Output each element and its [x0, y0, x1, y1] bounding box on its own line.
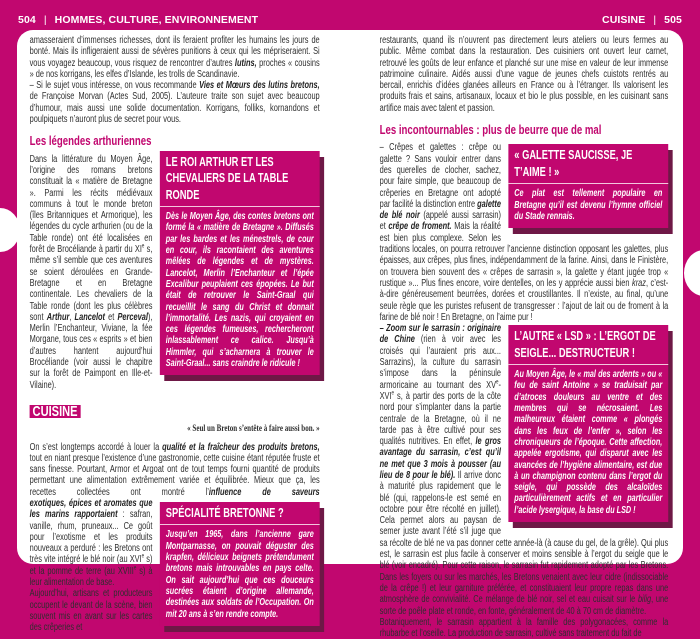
epigraph-quote: « Seul un Breton s’entête à faire aussi bon. »	[187, 424, 320, 435]
text-run: , une sorte de poêle plate et ronde, en fonte, généralement de 40 à 70 cm de diamètre.	[379, 594, 669, 617]
text-run: influence de saveurs	[208, 486, 320, 498]
text-run: : safran, vanille, rhum, pruneaux... Ce goût pour l’exotisme et les produits nouveaux a perduré : les Bretons ont très vite intégré le blé noir (au XVI	[29, 509, 153, 566]
text-run: le gros avantage du sarrasin, c’est qu’il ne met que 3 mois à pousser (au lieu de 8 pour le blé).	[379, 436, 501, 481]
paragraph	[30, 442, 320, 498]
running-title: CUISINE	[602, 14, 646, 26]
box-body: Ce plat est tellement populaire en Bretagne qu’il est devenu l’hymne officiel du Stade rennais.	[514, 188, 663, 222]
text-run: crêpe de froment.	[388, 221, 452, 233]
text-run: restaurants, quand ils n’ouvrent pas directement leurs ateliers ou leurs fermes au public. Même combat dans la restauration. Des cuisiniers ont ouvert leur carnet, retrouvé les goûts de leur enfance et planché sur une mise en valeur de leur immense patrimoine culinaire. Aidés aussi d’une vague de jeunes chefs cuistots rentrés au bercail, enrichis d’idées glanées ailleurs en France ou à l’étranger. Ils valorisent les produits frais et sains, artisanaux, locaux et bio le plus possible, en les cuisinant sans artifice mais avec talent et passion.	[379, 35, 669, 114]
chapter-label: CUISINE	[30, 405, 81, 418]
text-run: proches « cousins » de nos korrigans, les elfes d’Islande, les trolls de Scandinavie.	[29, 57, 320, 80]
text-run: On s’est longtemps accordé à louer la	[29, 441, 163, 453]
box-title: LE ROI ARTHUR ET LES CHEVALIERS DE LA TABLE RONDE	[160, 151, 320, 208]
text-run: kraz	[632, 277, 646, 289]
paragraph	[30, 35, 320, 80]
text-run: qualité et la fraîcheur des produits bretons,	[162, 441, 320, 453]
header-separator: |	[43, 14, 47, 26]
box-title: SPÉCIALITÉ BRETONNE ?	[160, 502, 320, 526]
text-run: galette de blé noir	[379, 198, 501, 222]
page-number: 504	[18, 14, 36, 26]
section-heading: Les légendes arthuriennes	[29, 133, 152, 149]
header-separator: |	[653, 14, 657, 26]
text-run: lutins,	[234, 57, 257, 69]
text-run: ,	[69, 311, 75, 323]
text-run: bilig	[637, 594, 652, 606]
text-run: ), Merlin l’Enchanteur, Viviane, la fée Morgane, tous ces « esprits » et bien d’autres hantent aujourd’hui Brocéliande (voir aussi le chapitre sur la forêt de Paimpont en Ille-et-Vilaine).	[29, 311, 153, 391]
section-heading: Les incontournables : plus de beurre que de mal	[379, 122, 602, 138]
paragraph	[380, 617, 669, 639]
text-run: Botaniquement, le sarrasin appartient à la famille des polygonacées, comme la rhubarbe et l’oseille. La production de sarrasin, cultivé sans traitement du fait de	[379, 616, 669, 639]
text-run: s, à partir des ports de la côte nord pour s’implanter dans la partie centrale de la Bretagne, où il ne tarde pas à être cultivé pour ses qualités nutritives. En effet,	[379, 390, 501, 448]
box-body: Dès le Moyen Âge, des contes bretons ont formé la « matière de Bretagne ». Diffusés par les bardes et les ménestrels, de cour en cour, ils racontaient des aventures mêlées de légendes et de mystères. Lancelot, Merlin l’Enchanteur et l’épée Excalibur peuplaient ces épopées. Le but était de retrouver le Saint-Graal qui recueillit le sang du Christ et donnait l’immortalité. Les nazis, qui croyaient en ces légendes fumeuses, rechercheront inlassablement ce calice. Jusqu’à Himmler, qui s’acharnera à trouver le Saint-Graal... sans craindre le ridicule !	[165, 211, 314, 370]
text-run: (rien à voir avec les croisés qui l’auraient pris aux... Sarrazins), la culture du sarrasin s’impose dans la péninsule armoricaine au tournant des XV	[379, 334, 501, 391]
text-run: e	[496, 379, 499, 386]
box-title: L’AUTRE « LSD » : L’ERGOT DE SEIGLE... DESTRUCTEUR !	[508, 325, 668, 365]
text-run: s) à leur alimentation de base.	[29, 565, 153, 589]
text-run: Vies et Mœurs des lutins bretons,	[199, 80, 320, 92]
text-run: Mais la réalité est bien plus complexe. Selon les traditions locales, on pourra retrouver l’ancienne distinction opposant les galettes, plus épaisses, aux crêpes, plus fines, indépendamment de la farine. Ainsi, dans le Finistère, on trouvera bien souvent des « crêpes de sarrasin », la galette y étant jugée trop « rustique »... Plus fines encore, voire dentelles, on les y apprécie aussi bien	[379, 221, 669, 289]
text-run: (appelé aussi sarrasin) et	[379, 210, 501, 233]
text-run: – Crêpes et galettes : crêpe ou galette ? Sans vouloir entrer dans des querelles de clocher, sachez, pour faire simple, que beaucoup de crêperies en Bretagne ont adopté par facilité la distinction entre	[379, 142, 501, 210]
sidebar-box-lsd	[508, 325, 668, 522]
text-run: et	[104, 311, 118, 323]
right-page-column	[380, 35, 669, 639]
text-run: Il arrive donc à maturité plus rapidement que le blé (qui, rappelons-le est semé en octobre pour être récolté en juillet). Cela permet alors au paysan de semer juste avant l’été s’il juge que sa récolte de blé ne va pas donner cette année-là (à cause du gel, de la grêle). Qui plus est, le sarrasin est plus facile à conserver et moins sensible à l’ergot du seigle que le blé (voir encadré). Pour cette raison, le sarrasin fut rapidement adopté par les Bretons. Dans les foyers ou sur les marchés, les Bretons venaient avec leur cidre (indissociable de la crêpe !) et leur garniture préférée, et constituaient leur propre repas dans une atmosphère de convivialité. Ce mélange de blé noir, sel et eau cuisait sur le	[379, 469, 669, 606]
text-run: Aujourd’hui, artisans et producteurs occupent le devant de la scène, bien souvent mis en avant sur les cartes des crêperies et	[29, 588, 153, 634]
paragraph	[30, 80, 320, 125]
text-run: e	[133, 565, 137, 572]
text-run: e	[391, 390, 395, 397]
left-page-column	[30, 35, 320, 634]
text-run: s, même s’il semble que ces aventures se soient déroulées en Grande-Bretagne et en Bretagne continentale. Les chevaliers de la Table ronde (dont les plus célèbres sont	[29, 244, 153, 323]
text-run: exotiques, épices et aromates que les marins rapportaient	[29, 497, 153, 521]
text-run: – Si le sujet vous intéresse, on vous recommande	[29, 80, 200, 92]
running-title: HOMMES, CULTURE, ENVIRONNEMENT	[54, 14, 259, 26]
text-run: amasseraient d’immenses richesses, dont ils feraient profiter les humains les jours de bonté. Mais ils infligeraient aussi de sévères punitions à ceux qui les mépriseraient. Si vous voyagez beaucoup, vous risquez de rencontrer d’autres	[29, 35, 320, 69]
text-run: s) et la pomme de terre (au XVIII	[29, 554, 153, 577]
page-number: 505	[664, 14, 682, 26]
text-run: e	[141, 243, 145, 250]
text-run: Arthur	[46, 311, 70, 323]
sidebar-box-arthur	[160, 151, 320, 376]
text-run: de Françoise Morvan (Actes Sud, 2005). L’auteure traite son sujet avec beaucoup d’humour, mais aussi une solide documentation. Korrigans, folliks, kornandons et poulpiquets n’auront plus de secret pour vous.	[29, 91, 320, 126]
sidebar-box-galette	[508, 144, 668, 228]
box-body: Au Moyen Âge, le « mal des ardents » ou « feu de saint Antoine » se traduisait par d’atroces douleurs au ventre et des membres qui se nécrosaient. Les malheureux étaient comme « plongés dans les feux de l’enfer », selon les chroniqueurs de l’époque. Cette affection, appelée ergotisme, qui disparut avec les avancées de l’hygiène alimentaire, est due à un champignon contenu dans l’ergot du seigle, qui possède des alcaloïdes particulièrement actifs et en particulier l’acide lysergique, la base du LSD !	[514, 369, 663, 516]
box-body: Jusqu’en 1965, dans l’ancienne gare Montparnasse, on pouvait déguster des krapfen, délicieux beignets prétendument bretons mais introuvables en pays celte. On sait aujourd’hui que ces douceurs sucrées étaient d’origine allemande, destinées aux soldats de l’Occupation. On mit 20 ans à s’en rendre compte.	[165, 529, 314, 620]
box-title: « GALETTE SAUCISSE, JE T’AIME ! »	[508, 144, 668, 184]
text-run: Lancelot	[74, 311, 105, 323]
text-run: – Zoom sur le sarrasin : originaire de Chine	[379, 323, 501, 346]
sidebar-box-specialite	[160, 502, 320, 626]
text-run: Dans la littérature du Moyen Âge, l’origine des romans bretons constituait la « matière de Bretagne ». Parmi les récits médiévaux communs à tout le monde breton (îles Britanniques et Armorique), les légendes du cycle arthurien (ou de la Table ronde) ont été localisées en forêt de Brocéliande à partir du XI	[29, 153, 153, 256]
text-run: Perceval	[117, 311, 148, 323]
text-run: , c’est-à-dire généreusement beurrées, dorées et croustillantes. Il n’existe, au final, qu’une seule règle que les puristes refusent de transgresser : l’ajout de lait ou de froment à la farine de blé noir ! En Bretagne, on l’aime pur !	[379, 277, 669, 323]
paragraph	[380, 35, 669, 114]
text-run: tout en niant presque l’existence d’une gastronomie, cette cuisine étant réputée fruste et sans finesse. Pourtant, Armor et Argoat ont de tout temps fourni quantité de produits permettant une alimentation extrêmement variée et équilibrée. Mieux que ça, les recettes collectées ont montré l’	[29, 452, 320, 498]
text-run: e	[141, 554, 145, 561]
text-run: -XVI	[379, 379, 501, 402]
